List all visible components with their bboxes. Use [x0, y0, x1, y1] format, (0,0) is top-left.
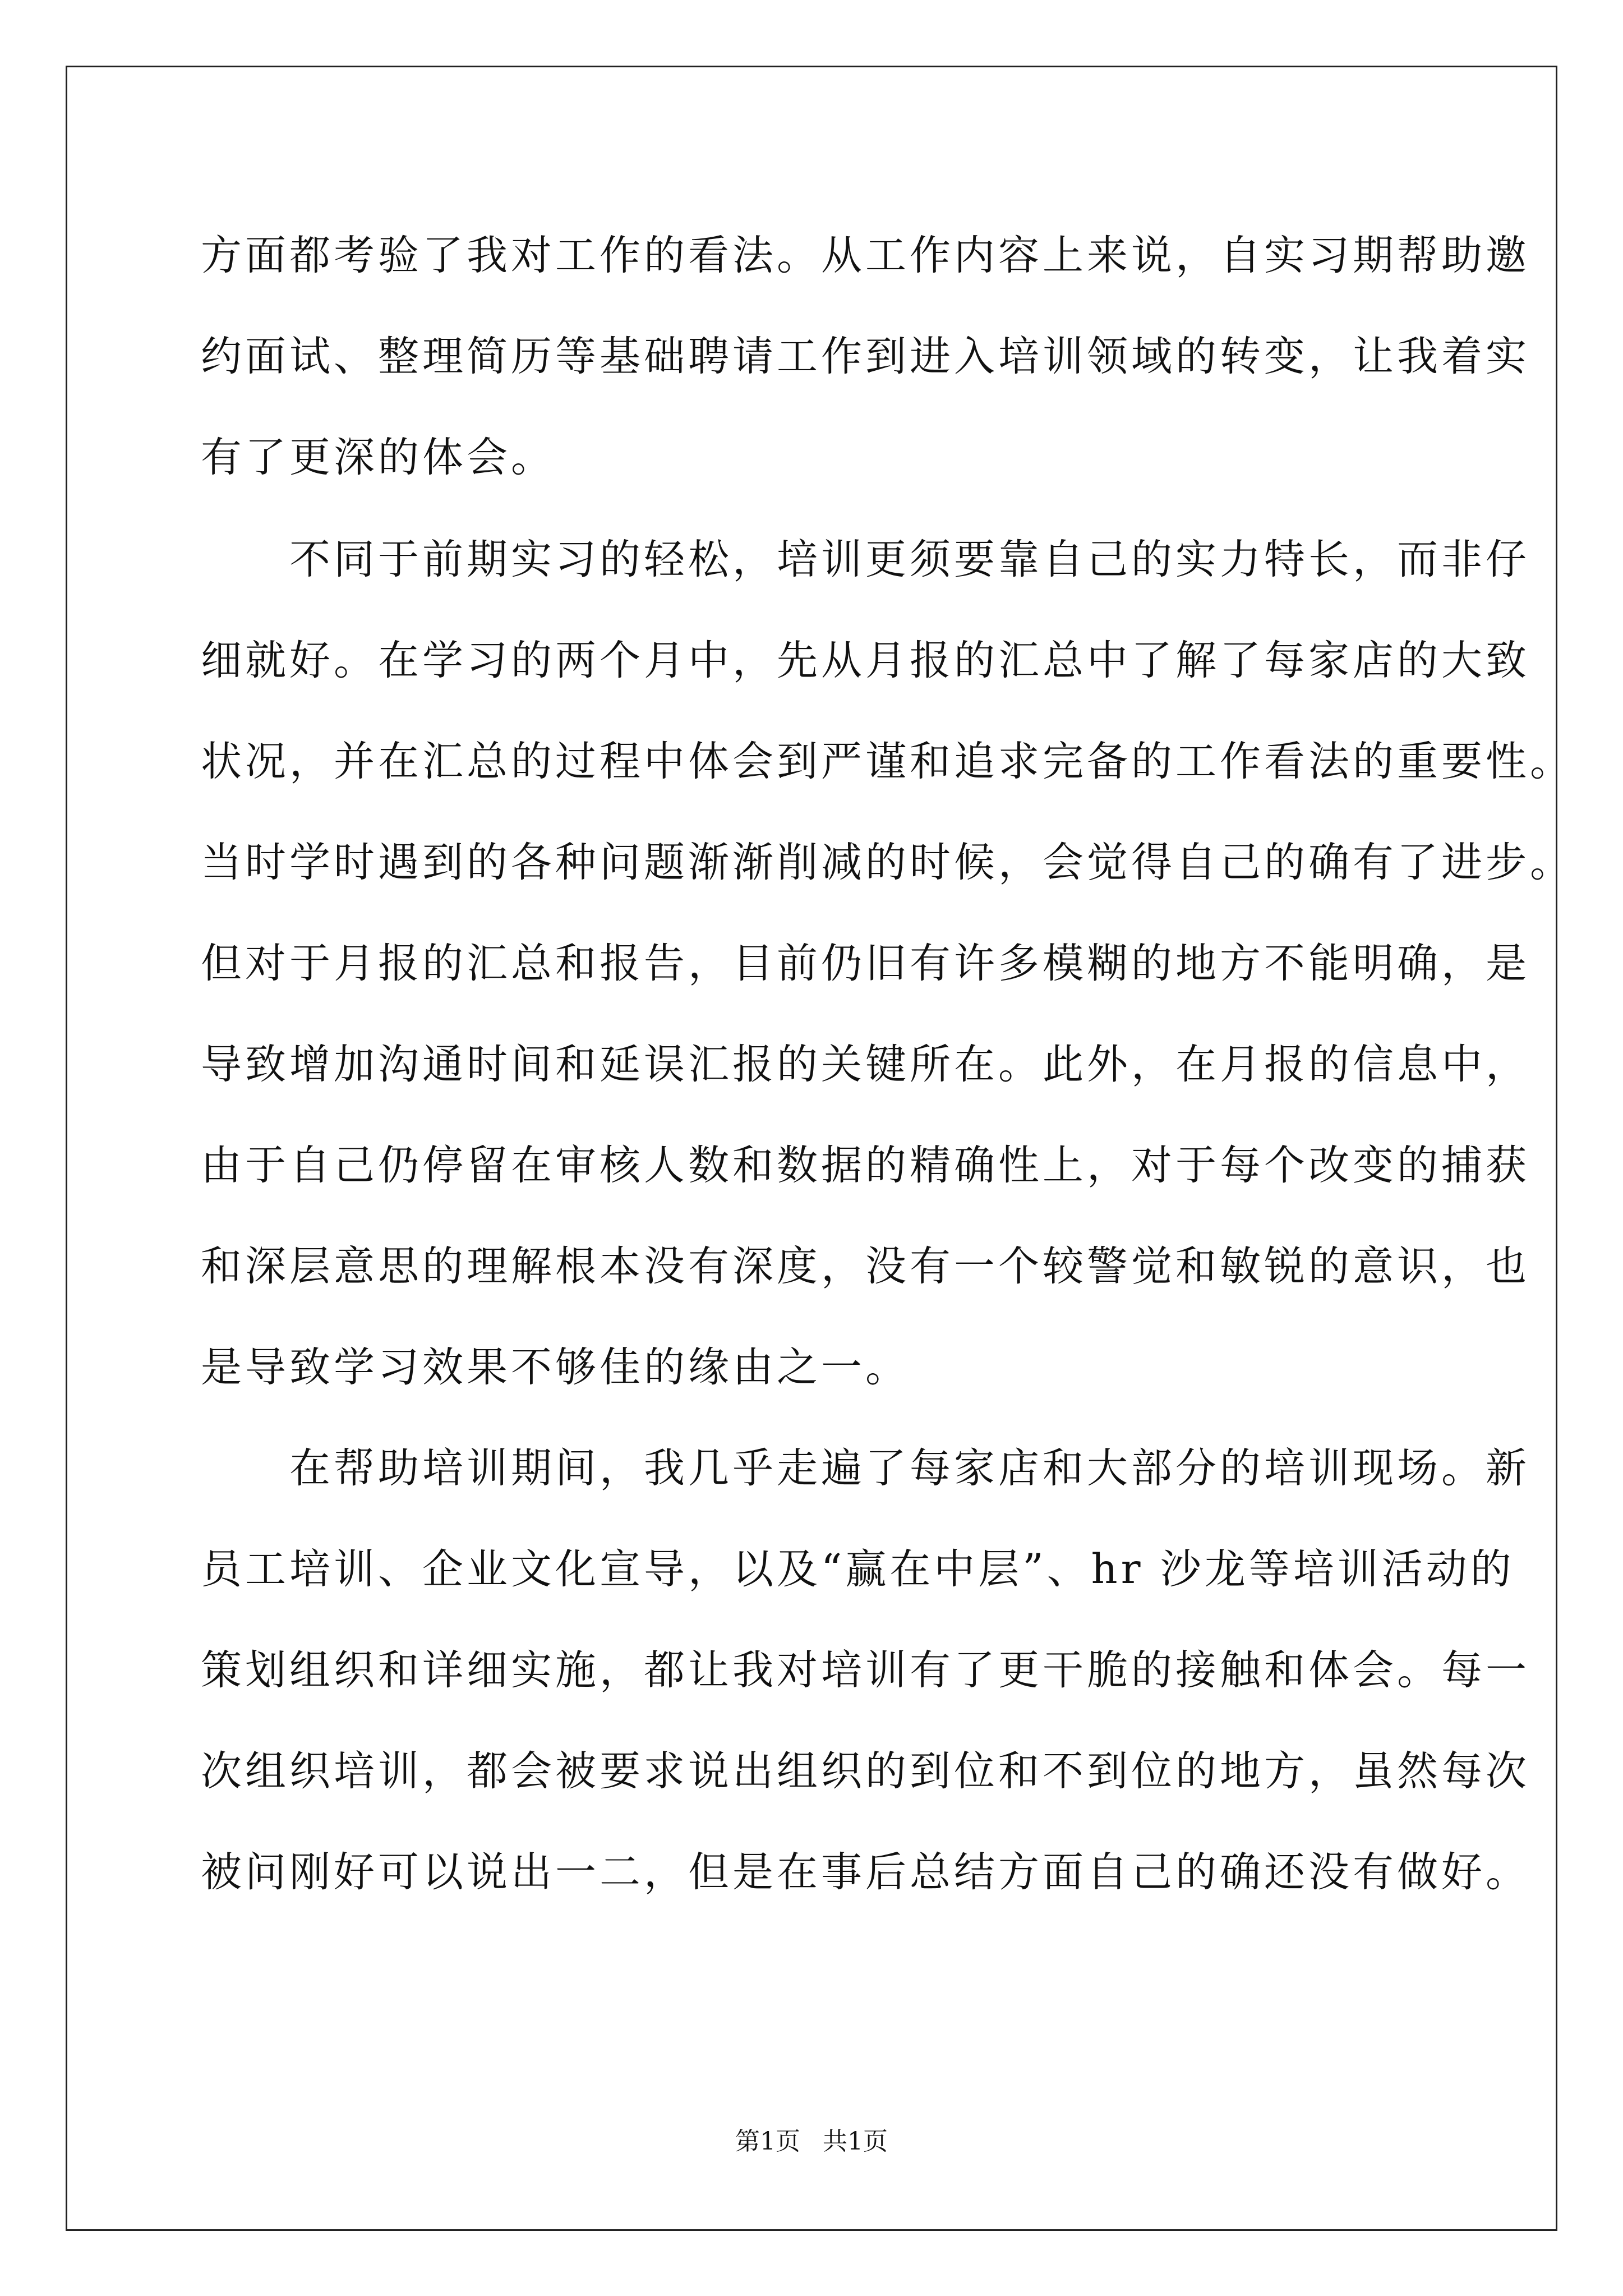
page-total: 共1页 — [823, 2127, 888, 2156]
text-line: 员工培训、企业文化宣导，以及“赢在中层”、hr 沙龙等培训活动的 — [201, 1545, 1515, 1593]
text-line: 策划组织和详细实施，都让我对培训有了更干脆的接触和体会。每一 — [201, 1646, 1530, 1694]
text-line: 约面试、整理简历等基础聘请工作到进入培训领域的转变，让我着实 — [201, 333, 1530, 380]
text-line: 有了更深的体会。 — [201, 434, 555, 481]
text-line: 由于自己仍停留在审核人数和数据的精确性上，对于每个改变的捕获 — [201, 1142, 1530, 1189]
text-line: 当时学时遇到的各种问题渐渐削减的时候，会觉得自己的确有了进步。 — [201, 839, 1574, 886]
text-line: 但对于月报的汇总和报告，目前仍旧有许多模糊的地方不能明确，是 — [201, 940, 1530, 987]
page-number: 第1页 — [735, 2127, 800, 2156]
text-line: 是导致学习效果不够佳的缘由之一。 — [201, 1343, 910, 1391]
text-line: 不同于前期实习的轻松，培训更须要靠自己的实力特长，而非仔 — [201, 536, 1530, 583]
text-line: 在帮助培训期间，我几乎走遍了每家店和大部分的培训现场。新 — [201, 1444, 1530, 1492]
text-line: 细就好。在学习的两个月中，先从月报的汇总中了解了每家店的大致 — [201, 637, 1530, 684]
page-footer — [0, 2126, 1623, 2157]
text-line: 方面都考验了我对工作的看法。从工作内容上来说，自实习期帮助邀 — [201, 232, 1530, 279]
text-line: 被问刚好可以说出一二，但是在事后总结方面自己的确还没有做好。 — [201, 1848, 1530, 1896]
text-line: 次组织培训，都会被要求说出组织的到位和不到位的地方，虽然每次 — [201, 1747, 1530, 1795]
text-line: 导致增加沟通时间和延误汇报的关键所在。此外，在月报的信息中， — [201, 1041, 1530, 1088]
text-line: 状况，并在汇总的过程中体会到严谨和追求完备的工作看法的重要性。 — [201, 738, 1574, 785]
text-line: 和深层意思的理解根本没有深度，没有一个较警觉和敏锐的意识，也 — [201, 1243, 1530, 1290]
